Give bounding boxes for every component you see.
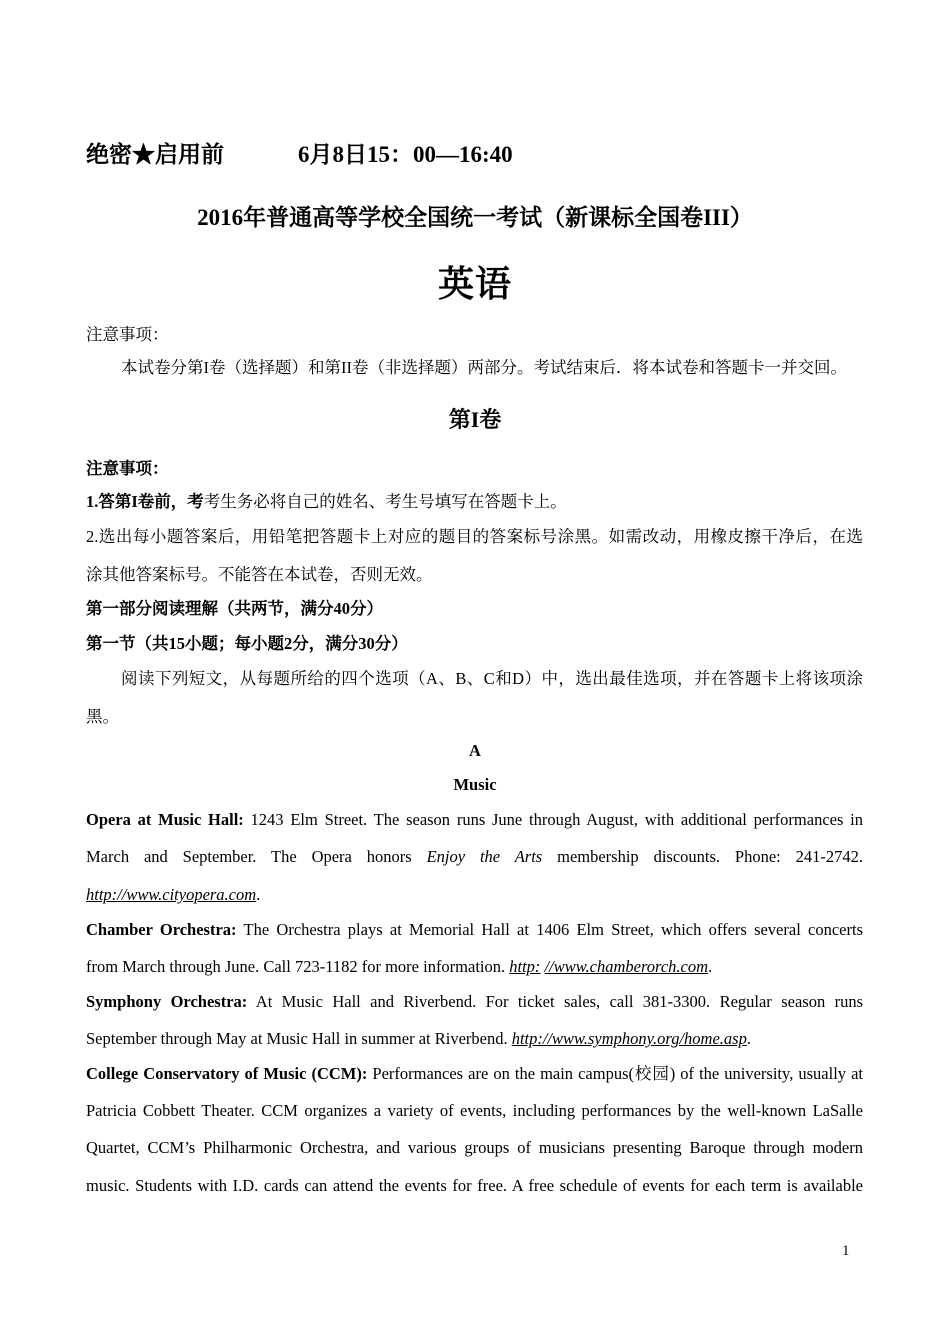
ccm-line3: Quartet, CCM’s Philharmonic Orchestra, and various groups of musicians presenting Baroque through modern [86,1138,863,1157]
instructions-line2: 黑。 [86,707,119,726]
chamber-url-link-b[interactable]: //www.chamberorch.com [544,957,709,976]
opera-url-link[interactable]: http://www.cityopera.com [86,885,257,904]
symphony-name: Symphony Orchestra: [86,992,248,1011]
ccm-name: College Conservatory of Music (CCM): [86,1064,368,1083]
notice2-item2-line2: 涂其他答案标号。不能答在本试卷，否则无效。 [86,565,433,584]
opera-text2-italic: Enjoy the Arts [426,847,543,866]
notice2-item1-rest: 考生务必将自己的姓名、考生号填写在答题卡上。 [203,492,567,511]
opera-name: Opera at Music Hall: [86,810,244,829]
section1-title: 第一节（共15小题；每小题2分，满分30分） [86,634,408,653]
opera-text2b: membership discounts. Phone: 241-2742. [557,847,864,866]
part1-title: 第一部分阅读理解（共两节，满分40分） [86,599,383,618]
symphony-line1 [86,991,863,1013]
page-number: 1 [842,1243,850,1259]
confidential-label: 绝密★启用前 [86,142,224,167]
opera-text2a: March and September. The Opera honors [86,847,412,866]
chamber-line2: from March through June. Call 723-1182 for more information. http: //www.chamberorch.com. [86,957,713,976]
notice-label: 注意事项： [86,325,169,344]
notice2-label: 注意事项： [86,459,169,478]
ccm-line2: Patricia Cobbett Theater. CCM organizes a variety of events, including performances by the well-known LaSalle [86,1101,863,1120]
opera-line3: http://www.cityopera.com. [86,885,261,904]
notice2-item2-line1: 2.选出每小题答案后，用铅笔把答题卡上对应的题目的答案标号涂黑。如需改动，用橡皮擦干净后，在选 [86,527,863,546]
exam-datetime: 6月8日15：00—16:40 [298,142,513,167]
opera-line1 [86,809,863,831]
symphony-text2: September through May at Music Hall in summer at Riverbend. [86,1029,508,1048]
passage-letter: A [469,741,481,760]
opera-text1: 1243 Elm Street. The season runs June through August, with additional performances in [250,810,863,829]
symphony-line2: September through May at Music Hall in summer at Riverbend. http://www.symphony.org/home.asp. [86,1029,751,1048]
chamber-line1 [86,919,863,941]
ccm-line4: music. Students with I.D. cards can attend the events for free. A free schedule of events for each term is available [86,1176,863,1195]
chamber-text1: The Orchestra plays at Memorial Hall at 1406 Elm Street, which offers several concerts [243,920,864,939]
symphony-url-link[interactable]: http://www.symphony.org/home.asp [511,1029,747,1048]
ccm-line1 [86,1063,863,1085]
opera-line2 [86,846,863,868]
notice2-item1 [86,491,863,513]
passage-title: Music [453,775,497,794]
symphony-text1: At Music Hall and Riverbend. For ticket sales, call 381-3300. Regular season runs [255,992,864,1011]
exam-title: 2016年普通高等学校全国统一考试（新课标全国卷III） [197,205,753,230]
chamber-text2: from March through June. Call 723-1182 for more information. [86,957,506,976]
subject-title: 英语 [437,264,512,304]
volume-title: 第I卷 [448,407,502,432]
chamber-url-link-a[interactable]: http: [509,957,541,976]
chamber-name: Chamber Orchestra: [86,920,237,939]
notice2-item1-bold: 1.答第I卷前，考 [86,492,204,511]
ccm-text1: Performances are on the main campus(校园) of the university, usually at [372,1064,863,1083]
instructions-line1: 阅读下列短文，从每题所给的四个选项（A、B、C和D）中，选出最佳选项，并在答题卡上将该项涂 [121,669,863,688]
notice-text: 本试卷分第I卷（选择题）和第II卷（非选择题）两部分。考试结束后．将本试卷和答题卡一并交回。 [121,358,847,377]
